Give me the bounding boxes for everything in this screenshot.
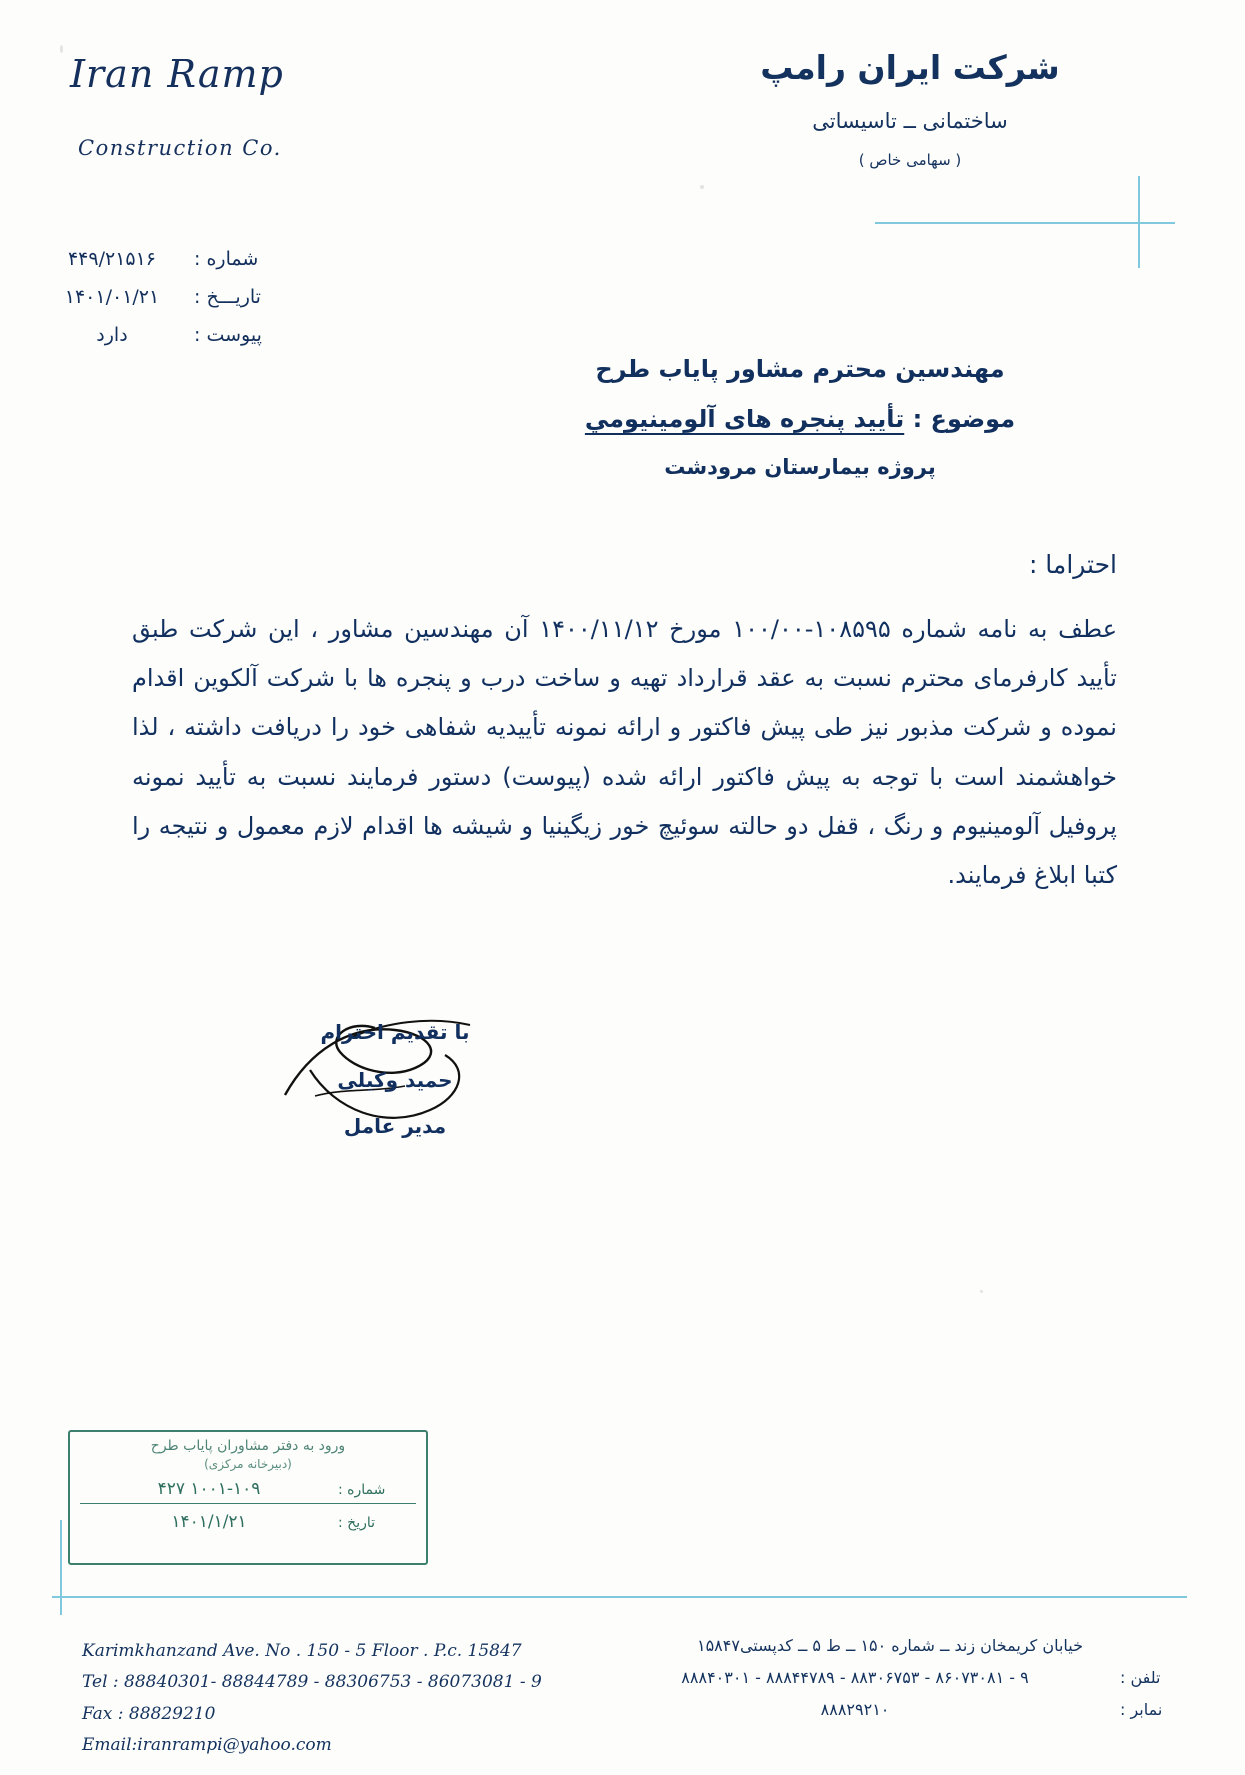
subject-value: تأیید پنجره های آلومینیومي [584,405,905,433]
meta-row-attachment [30,324,290,346]
meta-label-date: تاریـــخ : [194,286,261,308]
signature-name: حمید وکیلی [337,1068,453,1092]
footer-address-en: Karimkhanzand Ave. No . 150 - 5 Floor . P.c. 15847 [82,1641,522,1661]
logo-name: Iran Ramp [70,52,284,96]
stamp-divider [80,1503,416,1504]
stamp-value-date: ۱۴۰۱/۱/۲۱ [171,1512,247,1532]
company-name: شرکت ایران رامپ [760,48,1060,87]
meta-row-number [30,248,290,270]
company-field: ساختمانی ــ تاسیساتی [812,109,1008,133]
project-line: پروژه بیمارستان مرودشت [664,455,936,479]
stamp-title: ورود به دفتر مشاوران پایاب طرح [150,1438,346,1454]
footer-tel-value-fa: ۹ - ۸۶۰۷۳۰۸۱ - ۸۸۳۰۶۷۵۳ - ۸۸۸۴۴۷۸۹ - ۸۸۸۴۰۳۰۱ [681,1668,1029,1687]
signature-title: مدیر عامل [343,1114,447,1138]
company-header [650,48,1170,169]
meta-label-number: شماره : [194,248,259,270]
meta-row-date [30,286,290,308]
scan-artifact [980,1290,983,1293]
stamp-value-number: ۱۰۰۱-۱۰۹ ۴۲۷ [157,1479,261,1499]
letter-meta [30,248,290,362]
stamp-subtitle: (دبیرخانه مرکزی) [204,1457,292,1471]
header-divider-vertical [1138,176,1140,268]
addressee-line: مهندسین محترم مشاور پایاب طرح [595,355,1005,383]
footer-divider-horizontal [52,1596,1187,1598]
receipt-stamp [68,1430,428,1565]
stamp-label-number: شماره : [338,1482,386,1498]
stamp-row-date [80,1512,416,1532]
stamp-row-number [80,1479,416,1499]
footer-contact-en [82,1636,602,1762]
company-type: ( سهامی خاص ) [858,151,962,169]
footer-fax-value-fa: ۸۸۸۲۹۲۱۰ [820,1700,890,1719]
signature-block [265,1020,525,1138]
subject-line [450,405,1150,433]
subject-label: موضوع : [912,405,1016,433]
footer-divider-vertical [60,1520,62,1615]
scan-artifact [60,45,63,53]
salutation: احتراما : [1028,550,1117,579]
footer-contact-fa [590,1630,1190,1726]
footer-tel-row-fa [590,1662,1190,1694]
meta-value-number: ۴۴۹/۲۱۵۱۶ [67,248,157,270]
body-paragraph: عطف به نامه شماره ۱۰۸۵۹۵-۱۰۰/۰۰ مورخ ۱۴۰۰/۱۱/۱۲ آن مهندسین مشاور ، این شرکت طبق تأیید کارفرمای محترم نسبت به عقد قرارداد تهیه و ساخت درب و پنجره ها با شرکت آلکوین اقدام نموده و شرکت مذبور نیز طی پیش فاکتور و ارائه نمونه تأییدیه شفاهی خود را دریافت داشته ، لذا خواهشمند است با توجه به پیش فاکتور ارائه شده (پیوست) دستور فرمایند نسبت به تأیید نمونه پروفیل آلومینیوم و رنگ ، قفل دو حالته سوئیچ خور زیگینیا و شیشه ها اقدام لازم معمول و نتیجه را کتبا ابلاغ فرمایند. [132,615,1118,889]
header-divider-horizontal [875,222,1175,224]
scan-artifact [700,185,704,189]
footer-fax-label-fa: نمابر : [1120,1700,1163,1719]
footer-address-fa: خیابان کریمخان زند ــ شماره ۱۵۰ ــ ط ۵ ــ کدپستی۱۵۸۴۷ [696,1636,1084,1655]
footer-fax-row-fa [590,1694,1190,1726]
logo-subtitle: Construction Co. [78,136,282,160]
footer-tel-en: Tel : 88840301- 88844789 - 88306753 - 86073081 - 9 [82,1672,542,1693]
footer-email-en[interactable]: Email:iranrampi@yahoo.com [82,1735,332,1756]
signature-regards: با تقدیم احترام [320,1020,470,1044]
meta-value-attachment: دارد [96,324,128,346]
meta-value-date: ۱۴۰۱/۰۱/۲۱ [64,286,160,308]
company-logo [70,52,400,160]
stamp-label-date: تاریخ : [338,1515,376,1531]
meta-label-attachment: پیوست : [194,324,262,346]
footer-tel-label-fa: تلفن : [1120,1668,1161,1687]
footer-fax-en: Fax : 88829210 [82,1703,216,1724]
